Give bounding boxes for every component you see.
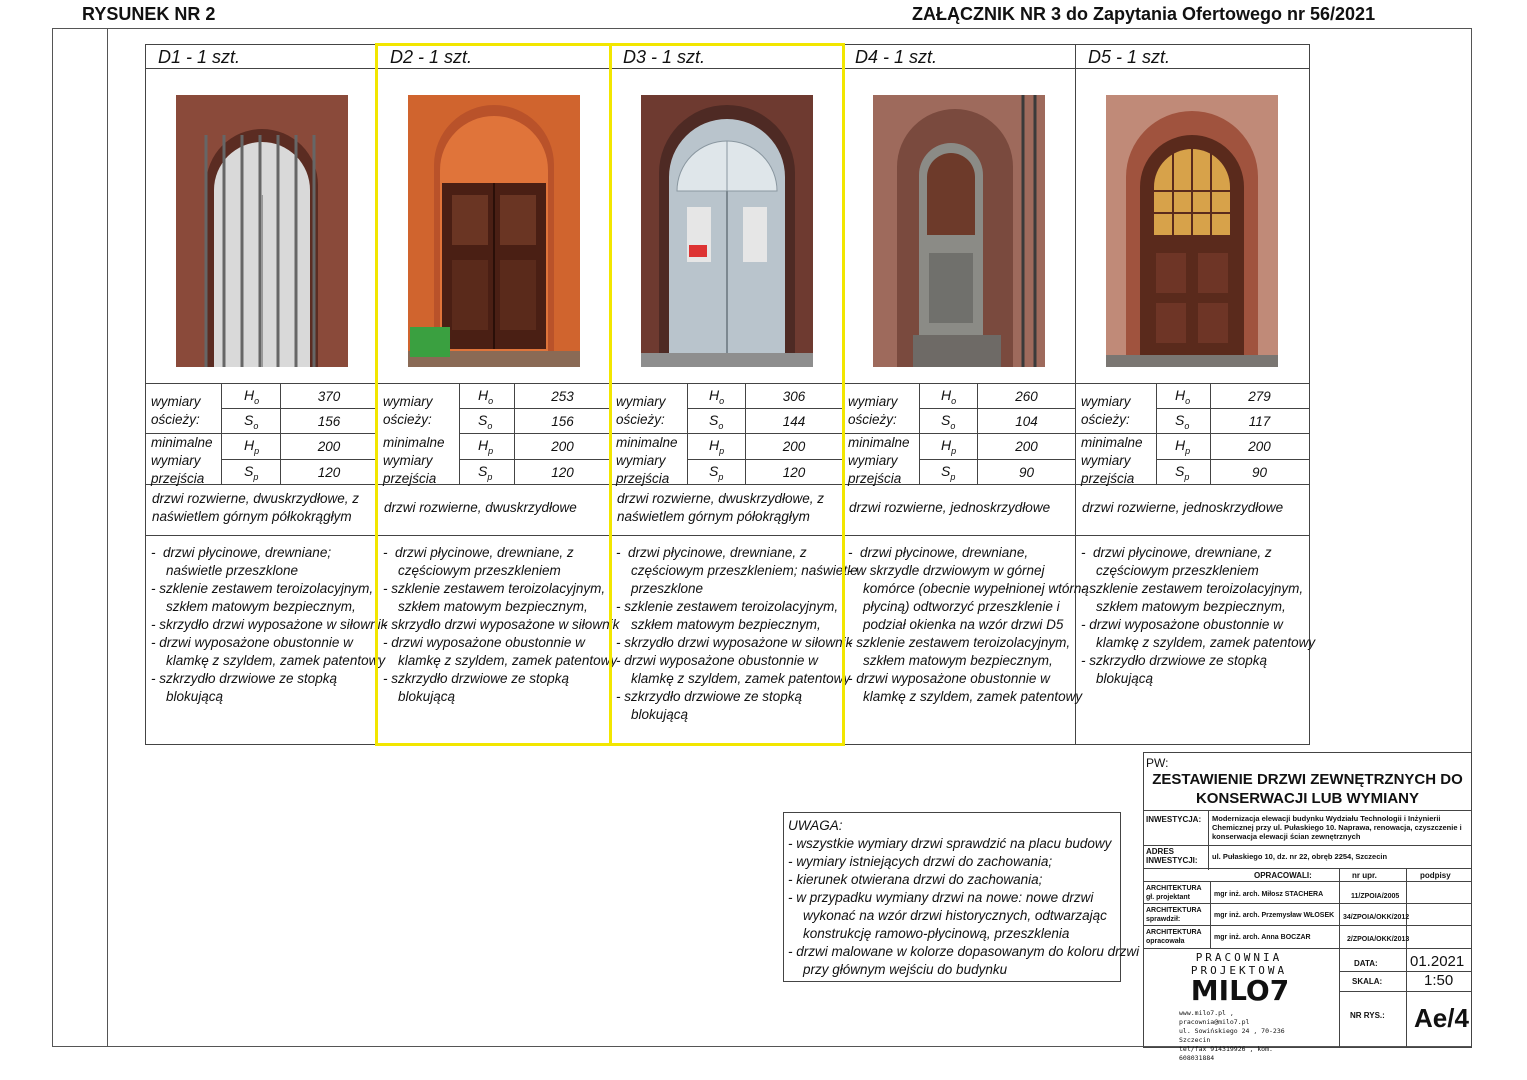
dimensions-block <box>146 383 377 535</box>
value-ho: 370 <box>317 389 341 404</box>
door-specification: - drzwi płycinowe, drewniane, z częściowym przeszkleniem; naświetle przeszklone - szklenie zestawem teroizolacyjnym, szkłem matowym bezpiecznym, - skrzydło drzwi wyposażone w siłownik - drzwi wyposażone obustonnie w klamkę z szyldem, zamek patentowy - szkrzydło drzwiowe ze stopką blokującą <box>616 545 858 722</box>
symbol-s: S <box>1175 412 1185 428</box>
title-block <box>1143 752 1472 1062</box>
door-column <box>843 45 1089 744</box>
symbol-h: H <box>941 437 952 453</box>
door-title: D2 - 1 szt. <box>390 47 473 67</box>
value-sp: 90 <box>1251 465 1268 480</box>
binding-margin-line <box>107 28 108 1046</box>
label-wymiary: wymiary <box>151 453 201 468</box>
value-hp: 200 <box>1015 439 1038 454</box>
value-ho: 279 <box>1248 389 1271 404</box>
subscript: o <box>950 420 956 431</box>
symbol-s: S <box>244 412 254 428</box>
adres-text: ul. Pułaskiego 10, dz. nr 22, obręb 2254, Szczecin <box>1212 852 1388 861</box>
company-phone: tel/fax 914319926 , kom. 608031884 <box>1179 1045 1273 1062</box>
label-przejscia: przejścia <box>616 471 670 486</box>
symbol-s: S <box>709 463 719 479</box>
door-title: D5 - 1 szt. <box>1088 47 1171 67</box>
designer-name: mgr inż. arch. Miłosz STACHERA <box>1214 891 1324 898</box>
value-hp: 200 <box>1248 439 1271 454</box>
door-specification: - drzwi płycinowe, drewniane, - w skrzydle drzwiowym w górnej komórce (obecnie wypełnionej wtórną płyciną) odtworzyć przeszklenie i podział okienka na wzór drzwi D5 - szklenie zestawem teroizolacyjnym, szkłem matowym bezpiecznym, - drzwi wyposażone obustonnie w klamkę z szyldem, zamek patentowy <box>848 545 1089 704</box>
label-osciezy: ościeży: <box>616 412 665 427</box>
note-line: - w przypadku wymiany drzwi na nowe: nowe drzwi <box>788 890 1094 905</box>
door-column <box>1076 45 1316 744</box>
symbol-s: S <box>1175 463 1185 479</box>
label-osciezy: ościeży: <box>383 412 432 427</box>
subscript: o <box>254 395 260 406</box>
dimensions-block <box>843 383 1075 535</box>
highlight-frame-d3 <box>609 43 845 746</box>
door-type: drzwi rozwierne, jednoskrzydłowe <box>1082 500 1284 515</box>
label-wymiary: wymiary <box>151 394 201 409</box>
logo-line-mid: PROJEKTOWA <box>1190 964 1288 977</box>
value-ho: 260 <box>1015 389 1038 404</box>
subscript: o <box>719 395 725 406</box>
role: ARCHITEKTURA sprawdził: <box>1146 907 1202 923</box>
company-web: www.milo7.pl , pracownia@milo7.pl <box>1179 1009 1250 1026</box>
value-so: 104 <box>1015 414 1038 429</box>
label-minimalne: minimalne <box>383 435 445 450</box>
note-line: - wymiary istniejących drzwi do zachowania; <box>788 854 1053 869</box>
subscript: p <box>719 445 725 456</box>
role: ARCHITEKTURA opracowała <box>1146 929 1202 945</box>
door-title: D3 - 1 szt. <box>623 47 706 67</box>
door-title: D4 - 1 szt. <box>855 47 938 67</box>
symbol-h: H <box>709 437 720 453</box>
label-osciezy: ościeży: <box>1081 412 1130 427</box>
door-photo <box>176 95 348 367</box>
scale-value: 1:50 <box>1424 972 1454 989</box>
value-sp: 120 <box>782 465 806 480</box>
value-hp: 200 <box>551 439 574 454</box>
door-type: drzwi rozwierne, dwuskrzydłowe <box>384 500 577 515</box>
date-value: 01.2021 <box>1410 953 1465 970</box>
drawing-number-label: NR RYS.: <box>1350 1011 1385 1020</box>
door-photo <box>873 95 1045 367</box>
logo-mark: MILO7 <box>1190 974 1290 1007</box>
subscript: o <box>951 395 957 406</box>
company-contact <box>1179 1009 1304 1063</box>
value-sp: 120 <box>317 465 341 480</box>
label-przejscia: przejścia <box>1081 471 1135 486</box>
note-line: przy głównym wejściu do budynku <box>788 962 1008 977</box>
subscript: p <box>488 445 494 456</box>
sheet-title-line1: ZESTAWIENIE DRZWI ZEWNĘTRZNYCH DO <box>1152 771 1463 788</box>
subscript: p <box>254 445 260 456</box>
highlight-frame-d2 <box>375 43 612 746</box>
label-wymiary: wymiary <box>383 453 433 468</box>
label-wymiary: wymiary <box>848 394 898 409</box>
symbol-h: H <box>709 387 720 403</box>
note-line: - kierunek otwierana drzwi do zachowania; <box>788 872 1043 887</box>
label-wymiary: wymiary <box>383 394 433 409</box>
value-so: 144 <box>782 414 806 429</box>
pw-label: PW: <box>1146 756 1169 770</box>
label-przejscia: przejścia <box>383 471 437 486</box>
symbol-s: S <box>709 412 719 428</box>
license-number: 2/ZPOIA/OKK/2013 <box>1347 936 1410 943</box>
label-wymiary: wymiary <box>1081 394 1131 409</box>
value-so: 117 <box>1248 414 1271 429</box>
subscript: o <box>487 420 493 431</box>
note-line: konstrukcję ramowo-płycinową, przeszklenia <box>788 926 1070 941</box>
subscript: p <box>487 471 493 482</box>
adres-label: ADRES INWESTYCJI: <box>1146 847 1198 865</box>
symbol-h: H <box>941 387 952 403</box>
dimensions-block <box>1076 383 1309 535</box>
note-box <box>783 812 1140 982</box>
subscript: o <box>718 420 724 431</box>
value-sp: 90 <box>1018 465 1035 480</box>
symbol-h: H <box>244 387 255 403</box>
door-type: drzwi rozwierne, jednoskrzydłowe <box>849 500 1051 515</box>
sheet-title-line2: KONSERWACJI LUB WYMIANY <box>1195 790 1420 807</box>
door-specification: - drzwi płycinowe, drewniane, z częściowym przeszkleniem - szklenie zestawem teroizolacyjnym, szkłem matowym bezpiecznym, - drzwi wyposażone obustonnie w klamkę z szyldem, zamek patentowy - szkrzydło drzwiowe ze stopką blokującą <box>1081 545 1316 686</box>
opracowali-header: OPRACOWALI: <box>1254 871 1312 880</box>
label-minimalne: minimalne <box>616 435 678 450</box>
inwestycja-text: Modernizacja elewacji budynku Wydziału Technologii i Inżynierii Chemicznej przy ul. Pułaskiego 10. Naprawa, renowacja, czyszczenie i konserwacja elewacji ścian zewnętrznych <box>1212 814 1462 841</box>
symbol-s: S <box>941 412 951 428</box>
door-photo <box>1106 95 1278 367</box>
subscript: o <box>1184 420 1190 431</box>
symbol-h: H <box>478 437 489 453</box>
symbol-h: H <box>1175 437 1186 453</box>
attachment-title: ZAŁĄCZNIK NR 3 do Zapytania Ofertowego nr 56/2021 <box>912 4 1376 24</box>
symbol-h: H <box>244 437 255 453</box>
designer-name: mgr inż. arch. Anna BOCZAR <box>1214 934 1311 941</box>
symbol-h: H <box>1175 387 1186 403</box>
label-wymiary: wymiary <box>616 453 666 468</box>
label-wymiary: wymiary <box>1081 453 1131 468</box>
license-number: 11/ZPOIA/2005 <box>1351 893 1400 900</box>
value-hp: 200 <box>782 439 806 454</box>
date-label: DATA: <box>1354 959 1378 968</box>
drawing-number: RYSUNEK NR 2 <box>82 4 216 24</box>
company-address: ul. Sowińskiego 24 , 70-236 Szczecin <box>1179 1027 1285 1044</box>
subscript: o <box>1185 395 1191 406</box>
podpisy-header: podpisy <box>1420 871 1451 880</box>
label-minimalne: minimalne <box>1081 435 1143 450</box>
value-so: 156 <box>551 414 574 429</box>
scale-label: SKALA: <box>1352 977 1383 986</box>
license-number: 34/ZPOIA/OKK/2012 <box>1343 914 1410 921</box>
label-wymiary: wymiary <box>848 453 898 468</box>
nr-upr-header: nr upr. <box>1352 871 1377 880</box>
value-ho: 253 <box>551 389 574 404</box>
subscript: p <box>718 471 724 482</box>
note-line: wykonać na wzór drzwi historycznych, odtwarzając <box>788 908 1107 923</box>
door-specification: - drzwi płycinowe, drewniane; naświetle przeszklone - szklenie zestawem teroizolacyjnym, szkłem matowym bezpiecznym, - skrzydło drzwi wyposażone w siłownik - drzwi wyposażone obustonnie w klamkę z szyldem, zamek patentowy - szkrzydło drzwiowe ze stopką blokującą <box>151 545 388 704</box>
note-title: UWAGA: <box>788 818 843 833</box>
drawing-number-value: Ae/4 <box>1414 1003 1469 1033</box>
designer-name: mgr inż. arch. Przemysław WŁOSEK <box>1214 912 1335 919</box>
note-line: - drzwi malowane w kolorze dopasowanym do koloru drzwi <box>788 944 1140 959</box>
note-line: - wszystkie wymiary drzwi sprawdzić na placu budowy <box>788 836 1112 851</box>
subscript: o <box>253 420 259 431</box>
symbol-s: S <box>478 463 488 479</box>
role: ARCHITEKTURA gł. projektant <box>1146 885 1202 901</box>
inwestycja-label: INWESTYCJA: <box>1146 815 1202 824</box>
label-przejscia: przejścia <box>151 471 205 486</box>
door-type: drzwi rozwierne, dwuskrzydłowe, z naświetlem górnym półkokrągłym <box>152 491 360 524</box>
label-przejscia: przejścia <box>848 471 902 486</box>
subscript: p <box>1185 445 1191 456</box>
symbol-s: S <box>941 463 951 479</box>
symbol-h: H <box>478 387 489 403</box>
sheet-title <box>1144 770 1471 808</box>
value-sp: 120 <box>551 465 574 480</box>
symbol-s: S <box>478 412 488 428</box>
subscript: o <box>488 395 494 406</box>
subscript: p <box>1184 471 1190 482</box>
subscript: p <box>950 471 956 482</box>
logo-line-top: PRACOWNIA <box>1195 951 1283 964</box>
value-hp: 200 <box>317 439 341 454</box>
door-column <box>146 45 388 744</box>
subscript: p <box>951 445 957 456</box>
door-specification: - drzwi płycinowe, drewniane, z częściowym przeszkleniem - szklenie zestawem teroizolacyjnym, szkłem matowym bezpiecznym, - skrzydło drzwi wyposażone w siłownik - drzwi wyposażone obustonnie w klamkę z szyldem, zamek patentowy - szkrzydło drzwiowe ze stopką blokującą <box>383 545 620 704</box>
door-title: D1 - 1 szt. <box>158 47 241 67</box>
subscript: p <box>253 471 259 482</box>
value-so: 156 <box>317 414 341 429</box>
value-ho: 306 <box>782 389 806 404</box>
label-minimalne: minimalne <box>151 435 213 450</box>
label-wymiary: wymiary <box>616 394 666 409</box>
label-osciezy: ościeży: <box>151 412 200 427</box>
door-type: drzwi rozwierne, dwuskrzydłowe, z naświetlem górnym półokrągłym <box>617 491 825 524</box>
label-osciezy: ościeży: <box>848 412 897 427</box>
label-minimalne: minimalne <box>848 435 910 450</box>
symbol-s: S <box>244 463 254 479</box>
